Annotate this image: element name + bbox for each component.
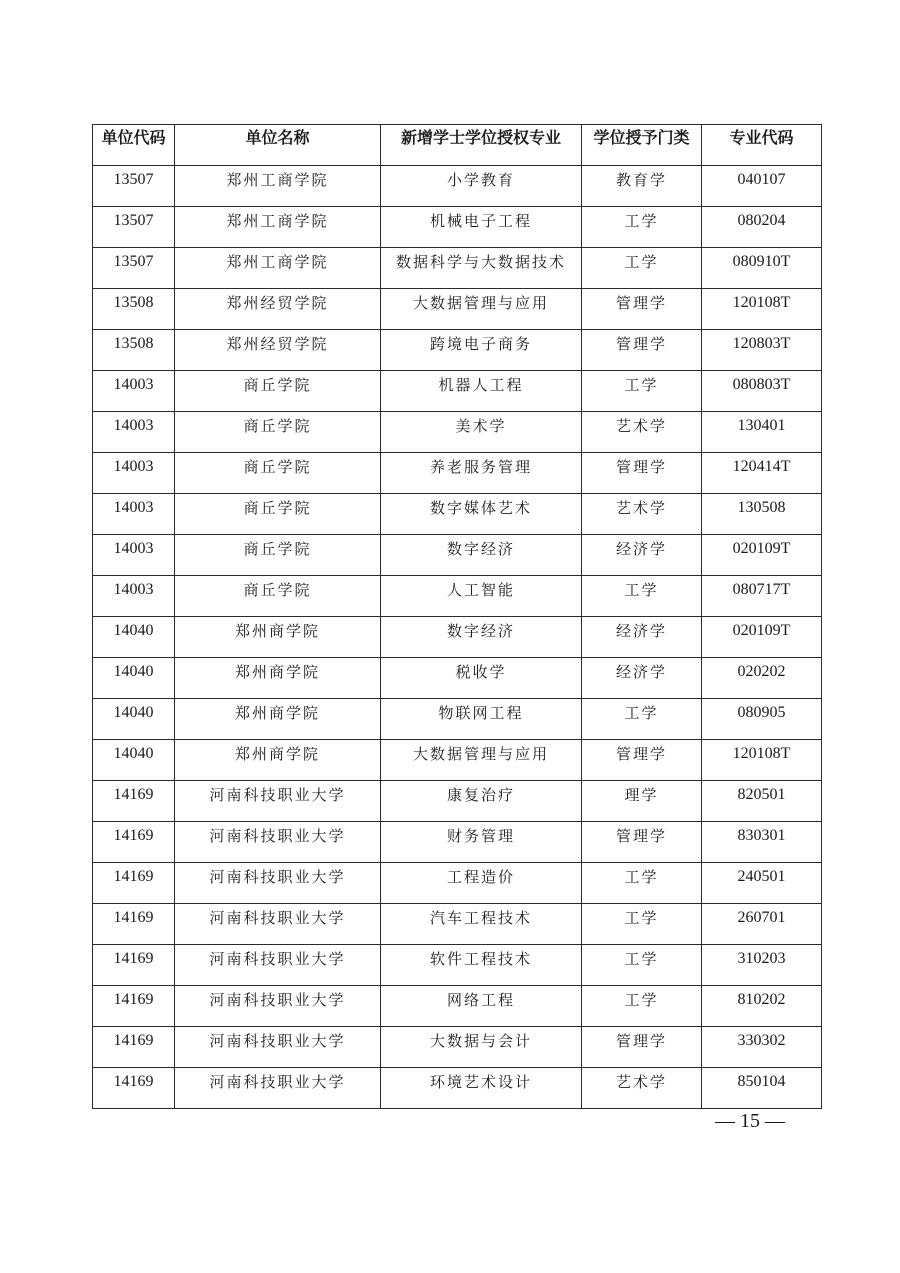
unit-code-cell: 14040 (93, 658, 175, 699)
table-row (93, 945, 822, 986)
unit-name-cell: 河南科技职业大学 (175, 822, 381, 863)
table-row (93, 699, 822, 740)
major-code-cell: 020109T (702, 535, 822, 576)
degree-category-cell: 管理学 (582, 1027, 702, 1068)
unit-name-cell: 郑州工商学院 (175, 166, 381, 207)
header-major-code: 专业代码 (702, 125, 822, 166)
table-row (93, 1068, 822, 1109)
major-code-cell: 020109T (702, 617, 822, 658)
major-code-cell: 120108T (702, 289, 822, 330)
major-cell: 跨境电子商务 (381, 330, 582, 371)
unit-code-cell: 14169 (93, 945, 175, 986)
major-code-cell: 850104 (702, 1068, 822, 1109)
major-cell: 人工智能 (381, 576, 582, 617)
unit-name-cell: 郑州工商学院 (175, 248, 381, 289)
major-cell: 大数据与会计 (381, 1027, 582, 1068)
degree-category-cell: 管理学 (582, 740, 702, 781)
major-cell: 物联网工程 (381, 699, 582, 740)
major-cell: 软件工程技术 (381, 945, 582, 986)
major-cell: 数字经济 (381, 617, 582, 658)
unit-code-cell: 14169 (93, 1027, 175, 1068)
table-row (93, 166, 822, 207)
unit-name-cell: 河南科技职业大学 (175, 781, 381, 822)
degree-category-cell: 艺术学 (582, 1068, 702, 1109)
table-row (93, 617, 822, 658)
major-cell: 数据科学与大数据技术 (381, 248, 582, 289)
unit-code-cell: 13508 (93, 289, 175, 330)
major-cell: 养老服务管理 (381, 453, 582, 494)
major-code-cell: 820501 (702, 781, 822, 822)
unit-name-cell: 商丘学院 (175, 576, 381, 617)
table-row (93, 986, 822, 1027)
unit-name-cell: 河南科技职业大学 (175, 1027, 381, 1068)
unit-code-cell: 14169 (93, 986, 175, 1027)
major-code-cell: 810202 (702, 986, 822, 1027)
table-row (93, 371, 822, 412)
table-row (93, 412, 822, 453)
unit-name-cell: 河南科技职业大学 (175, 945, 381, 986)
table-row (93, 863, 822, 904)
major-cell: 数字媒体艺术 (381, 494, 582, 535)
major-cell: 康复治疗 (381, 781, 582, 822)
unit-name-cell: 商丘学院 (175, 412, 381, 453)
unit-code-cell: 14003 (93, 494, 175, 535)
degree-category-cell: 工学 (582, 699, 702, 740)
table-row (93, 453, 822, 494)
header-degree-category: 学位授予门类 (582, 125, 702, 166)
unit-name-cell: 河南科技职业大学 (175, 863, 381, 904)
major-code-cell: 260701 (702, 904, 822, 945)
unit-name-cell: 商丘学院 (175, 371, 381, 412)
major-code-cell: 120414T (702, 453, 822, 494)
degree-category-cell: 经济学 (582, 658, 702, 699)
major-code-cell: 040107 (702, 166, 822, 207)
unit-code-cell: 14003 (93, 412, 175, 453)
major-code-cell: 080717T (702, 576, 822, 617)
degree-category-cell: 工学 (582, 576, 702, 617)
degree-category-cell: 工学 (582, 945, 702, 986)
table-header-row (93, 125, 822, 166)
table-body (93, 166, 822, 1109)
unit-name-cell: 河南科技职业大学 (175, 1068, 381, 1109)
unit-code-cell: 13507 (93, 166, 175, 207)
major-code-cell: 830301 (702, 822, 822, 863)
degree-category-cell: 管理学 (582, 453, 702, 494)
major-code-cell: 130508 (702, 494, 822, 535)
table-row (93, 494, 822, 535)
unit-code-cell: 14040 (93, 740, 175, 781)
major-cell: 大数据管理与应用 (381, 740, 582, 781)
unit-code-cell: 14040 (93, 617, 175, 658)
degree-authorization-table (92, 124, 822, 1109)
unit-code-cell: 14169 (93, 1068, 175, 1109)
header-unit-name: 单位名称 (175, 125, 381, 166)
unit-code-cell: 14003 (93, 535, 175, 576)
unit-code-cell: 13508 (93, 330, 175, 371)
major-cell: 环境艺术设计 (381, 1068, 582, 1109)
degree-category-cell: 理学 (582, 781, 702, 822)
table-row (93, 658, 822, 699)
major-cell: 机械电子工程 (381, 207, 582, 248)
degree-category-cell: 工学 (582, 371, 702, 412)
major-code-cell: 080905 (702, 699, 822, 740)
table-row (93, 576, 822, 617)
header-new-major: 新增学士学位授权专业 (381, 125, 582, 166)
degree-category-cell: 工学 (582, 207, 702, 248)
unit-name-cell: 河南科技职业大学 (175, 904, 381, 945)
major-cell: 大数据管理与应用 (381, 289, 582, 330)
table-row (93, 822, 822, 863)
page-number: — 15 — (715, 1110, 785, 1132)
unit-code-cell: 14169 (93, 863, 175, 904)
unit-name-cell: 郑州经贸学院 (175, 330, 381, 371)
degree-category-cell: 艺术学 (582, 412, 702, 453)
table-row (93, 1027, 822, 1068)
unit-name-cell: 郑州商学院 (175, 699, 381, 740)
major-cell: 机器人工程 (381, 371, 582, 412)
major-cell: 网络工程 (381, 986, 582, 1027)
table-row (93, 904, 822, 945)
unit-name-cell: 郑州经贸学院 (175, 289, 381, 330)
unit-code-cell: 14169 (93, 822, 175, 863)
table-row (93, 535, 822, 576)
degree-category-cell: 管理学 (582, 330, 702, 371)
table-row (93, 740, 822, 781)
degree-category-cell: 管理学 (582, 822, 702, 863)
degree-category-cell: 艺术学 (582, 494, 702, 535)
major-cell: 小学教育 (381, 166, 582, 207)
major-cell: 财务管理 (381, 822, 582, 863)
unit-code-cell: 14003 (93, 576, 175, 617)
table-row (93, 289, 822, 330)
major-code-cell: 120803T (702, 330, 822, 371)
unit-code-cell: 14169 (93, 781, 175, 822)
unit-name-cell: 郑州商学院 (175, 617, 381, 658)
degree-category-cell: 工学 (582, 248, 702, 289)
major-cell: 数字经济 (381, 535, 582, 576)
major-code-cell: 080910T (702, 248, 822, 289)
degree-category-cell: 工学 (582, 904, 702, 945)
degree-category-cell: 工学 (582, 863, 702, 904)
unit-name-cell: 郑州工商学院 (175, 207, 381, 248)
degree-category-cell: 工学 (582, 986, 702, 1027)
unit-code-cell: 14169 (93, 904, 175, 945)
unit-name-cell: 郑州商学院 (175, 740, 381, 781)
unit-code-cell: 14040 (93, 699, 175, 740)
major-code-cell: 130401 (702, 412, 822, 453)
table-row (93, 207, 822, 248)
table-row (93, 330, 822, 371)
major-code-cell: 080803T (702, 371, 822, 412)
unit-name-cell: 河南科技职业大学 (175, 986, 381, 1027)
unit-name-cell: 商丘学院 (175, 494, 381, 535)
major-code-cell: 080204 (702, 207, 822, 248)
unit-name-cell: 商丘学院 (175, 535, 381, 576)
major-code-cell: 120108T (702, 740, 822, 781)
table-row (93, 248, 822, 289)
unit-name-cell: 商丘学院 (175, 453, 381, 494)
major-code-cell: 020202 (702, 658, 822, 699)
unit-code-cell: 14003 (93, 453, 175, 494)
major-code-cell: 310203 (702, 945, 822, 986)
major-cell: 汽车工程技术 (381, 904, 582, 945)
degree-category-cell: 教育学 (582, 166, 702, 207)
major-cell: 税收学 (381, 658, 582, 699)
unit-name-cell: 郑州商学院 (175, 658, 381, 699)
degree-category-cell: 经济学 (582, 617, 702, 658)
unit-code-cell: 14003 (93, 371, 175, 412)
header-unit-code: 单位代码 (93, 125, 175, 166)
major-cell: 工程造价 (381, 863, 582, 904)
major-code-cell: 330302 (702, 1027, 822, 1068)
major-cell: 美术学 (381, 412, 582, 453)
unit-code-cell: 13507 (93, 207, 175, 248)
degree-category-cell: 经济学 (582, 535, 702, 576)
unit-code-cell: 13507 (93, 248, 175, 289)
table-row (93, 781, 822, 822)
major-code-cell: 240501 (702, 863, 822, 904)
degree-category-cell: 管理学 (582, 289, 702, 330)
